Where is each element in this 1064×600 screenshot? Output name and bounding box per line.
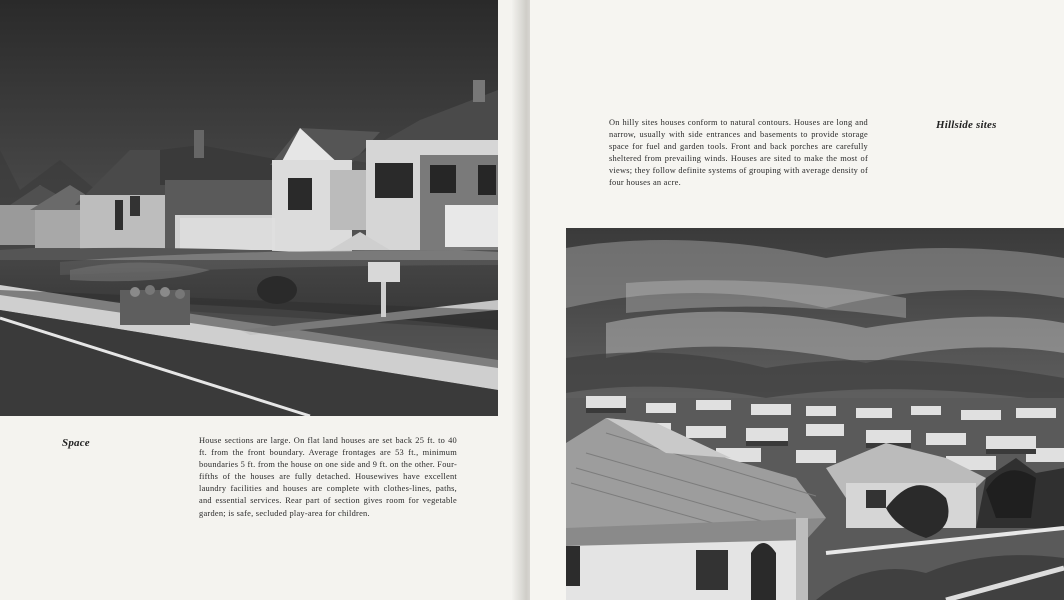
section-label-space: Space [62,437,90,449]
street-houses-photo [0,0,498,416]
hillside-paragraph: On hilly sites houses conform to natural contours. Houses are long and narrow, usually with side entrances and basements to provide storage space for fuel and garden tools. Front and back porches are carefully sheltered from prevailing winds. Houses are sited to make the most of views; they follow definite systems of grouping with average density of four houses an acre. [609,118,868,188]
space-paragraph: House sections are large. On flat land houses are set back 25 ft. to 40 ft. from the front boundary. Average frontages are 53 ft., minimum boundaries 5 ft. from the house on one side and 9 ft. on the other. Four-fifths of the houses are fully detached. Housewives have excellent laundry facilities and houses are complete with clothes-lines, paths, and essential services. Rear part of section gives room for vegetable garden; is safe, secluded play-area for children. [199,436,457,518]
hillside-houses-photo [566,228,1064,600]
right-page [530,0,1064,600]
left-page [0,0,522,600]
section-label-hillside-sites: Hillside sites [936,119,997,131]
